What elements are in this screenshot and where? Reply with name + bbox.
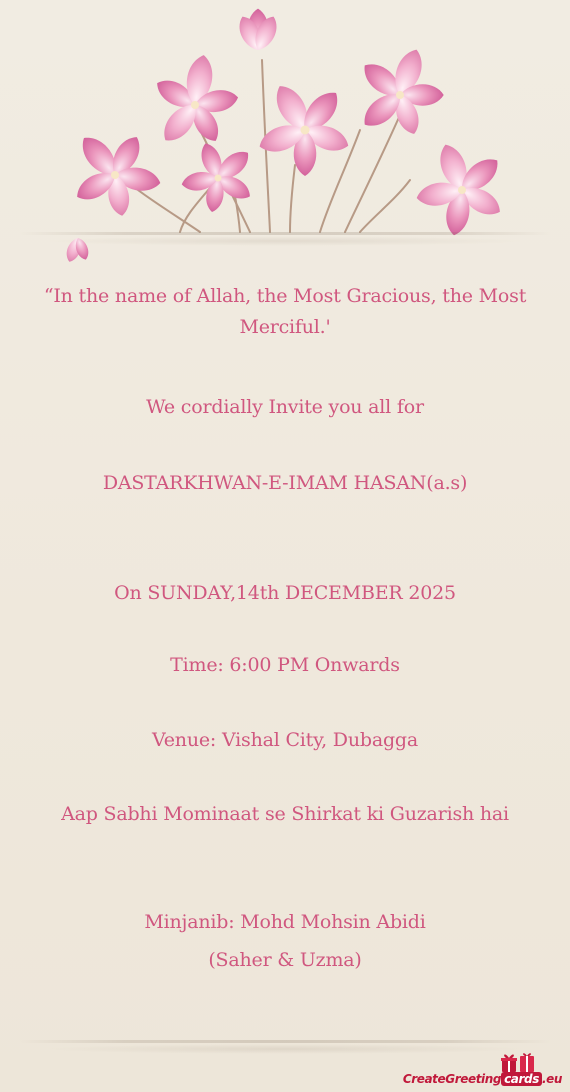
event-name: DASTARKHWAN-E-IMAM HASAN(a.s) — [102, 472, 468, 494]
bismillah-text: “In the name of Allah, the Most Gracious, the Most Merciful.' — [43, 285, 527, 338]
time-line: Time: 6:00 PM Onwards — [170, 654, 400, 676]
brand-logo-part1: CreateGreeting — [402, 1072, 502, 1086]
top-shelf-shadow — [40, 236, 530, 246]
request-line: Aap Sabhi Mominaat se Shirkat ki Guzarish hai — [61, 803, 509, 825]
bottom-shelf-line — [18, 1040, 552, 1043]
top-shelf-line — [18, 232, 552, 235]
brand-logo-part3: .eu — [541, 1072, 562, 1086]
venue-line: Venue: Vishal City, Dubagga — [151, 729, 419, 751]
gift-icon — [498, 1052, 538, 1074]
host-line: Minjanib: Mohd Mohsin Abidi — [144, 911, 426, 933]
brand-logo-link[interactable] — [402, 1052, 568, 1090]
brand-logo-part2: cards — [501, 1072, 542, 1086]
date-line: On SUNDAY,14th DECEMBER 2025 — [114, 582, 456, 604]
brand-logo-text — [403, 1072, 562, 1086]
invite-line: We cordially Invite you all for — [146, 396, 424, 418]
blossom-illustration — [0, 0, 570, 262]
names-line: (Saher & Uzma) — [208, 949, 362, 971]
